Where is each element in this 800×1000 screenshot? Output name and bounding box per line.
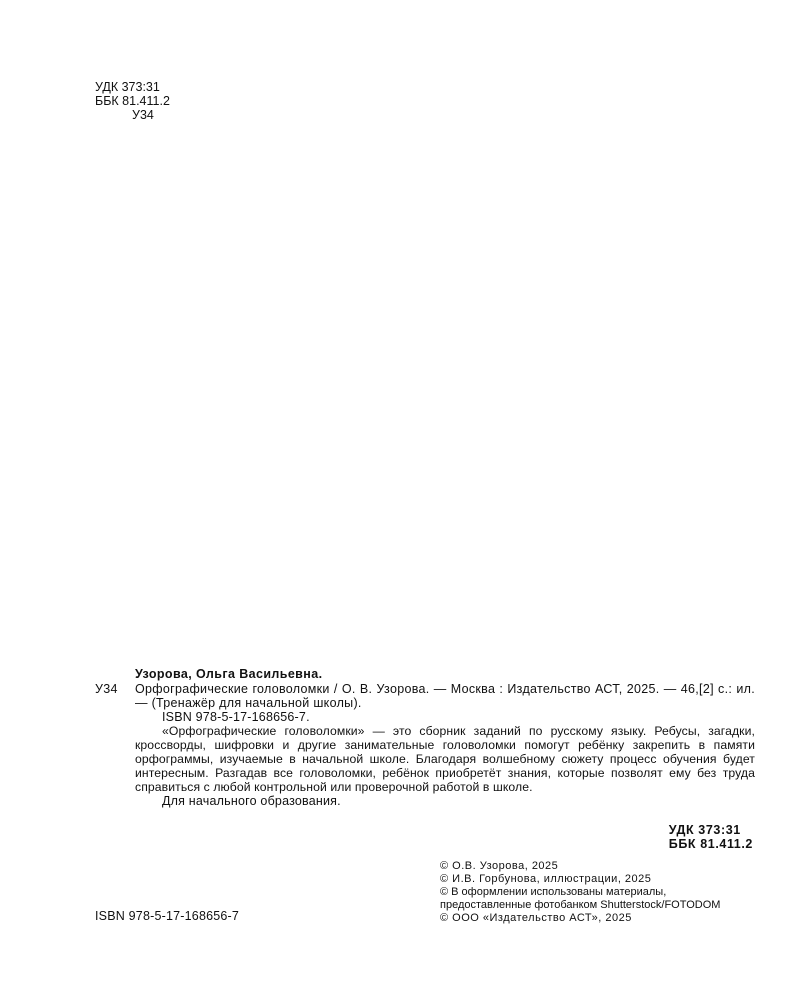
isbn-bottom: ISBN 978-5-17-168656-7 <box>95 909 240 923</box>
bbk-code-right: ББК 81.411.2 <box>668 837 753 851</box>
author-sign: У34 <box>132 108 154 122</box>
udk-code: УДК 373:31 <box>95 80 160 94</box>
copyright-materials: © В оформлении использованы материалы, <box>440 886 667 898</box>
record-author-sign: У34 <box>95 682 118 696</box>
udk-code-right: УДК 373:31 <box>668 823 741 837</box>
copyright-block <box>440 860 760 925</box>
author-period: . <box>318 667 323 681</box>
author-heading <box>135 667 755 681</box>
record-body <box>95 682 755 710</box>
record-isbn: ISBN 978-5-17-168656-7. <box>162 710 310 724</box>
copyright-illustrator: © И.В. Горбунова, иллюстрации, 2025 <box>440 873 652 885</box>
author-name: Узорова, Ольга Васильевна <box>135 667 319 681</box>
classification-block-right <box>669 823 753 851</box>
copyright-author: © О.В. Узорова, 2025 <box>440 860 559 872</box>
bbk-code: ББК 81.411.2 <box>95 94 170 108</box>
record-annotation: «Орфографические головоломки» — это сборник заданий по русскому языку. Ребусы, загадки, кроссворды, шифровки и другие занимательные головоломки помогут ребёнку закрепить в памяти орфограммы, изучаемые в начальной школе. Благодаря волшебному сюжету процесс обучения будет интересным. Разгадав все головоломки, ребёнок приобретёт знания, которые позволят ему без труда справиться с любой контрольной или проверочной работой в школе. <box>135 724 755 794</box>
copyright-publisher: © ООО «Издательство АСТ», 2025 <box>440 912 632 924</box>
copyright-photobank: предоставленные фотобанком Shutterstock/FOTODOM <box>440 899 721 911</box>
classification-block-top <box>95 80 235 122</box>
record-description: Орфографические головоломки / О. В. Узорова. — Москва : Издательство АСТ, 2025. — 46,[2] с.: ил. — (Тренажёр для начальной школы). <box>135 682 755 710</box>
record-audience: Для начального образования. <box>162 794 341 808</box>
bibliographic-record <box>95 667 755 808</box>
